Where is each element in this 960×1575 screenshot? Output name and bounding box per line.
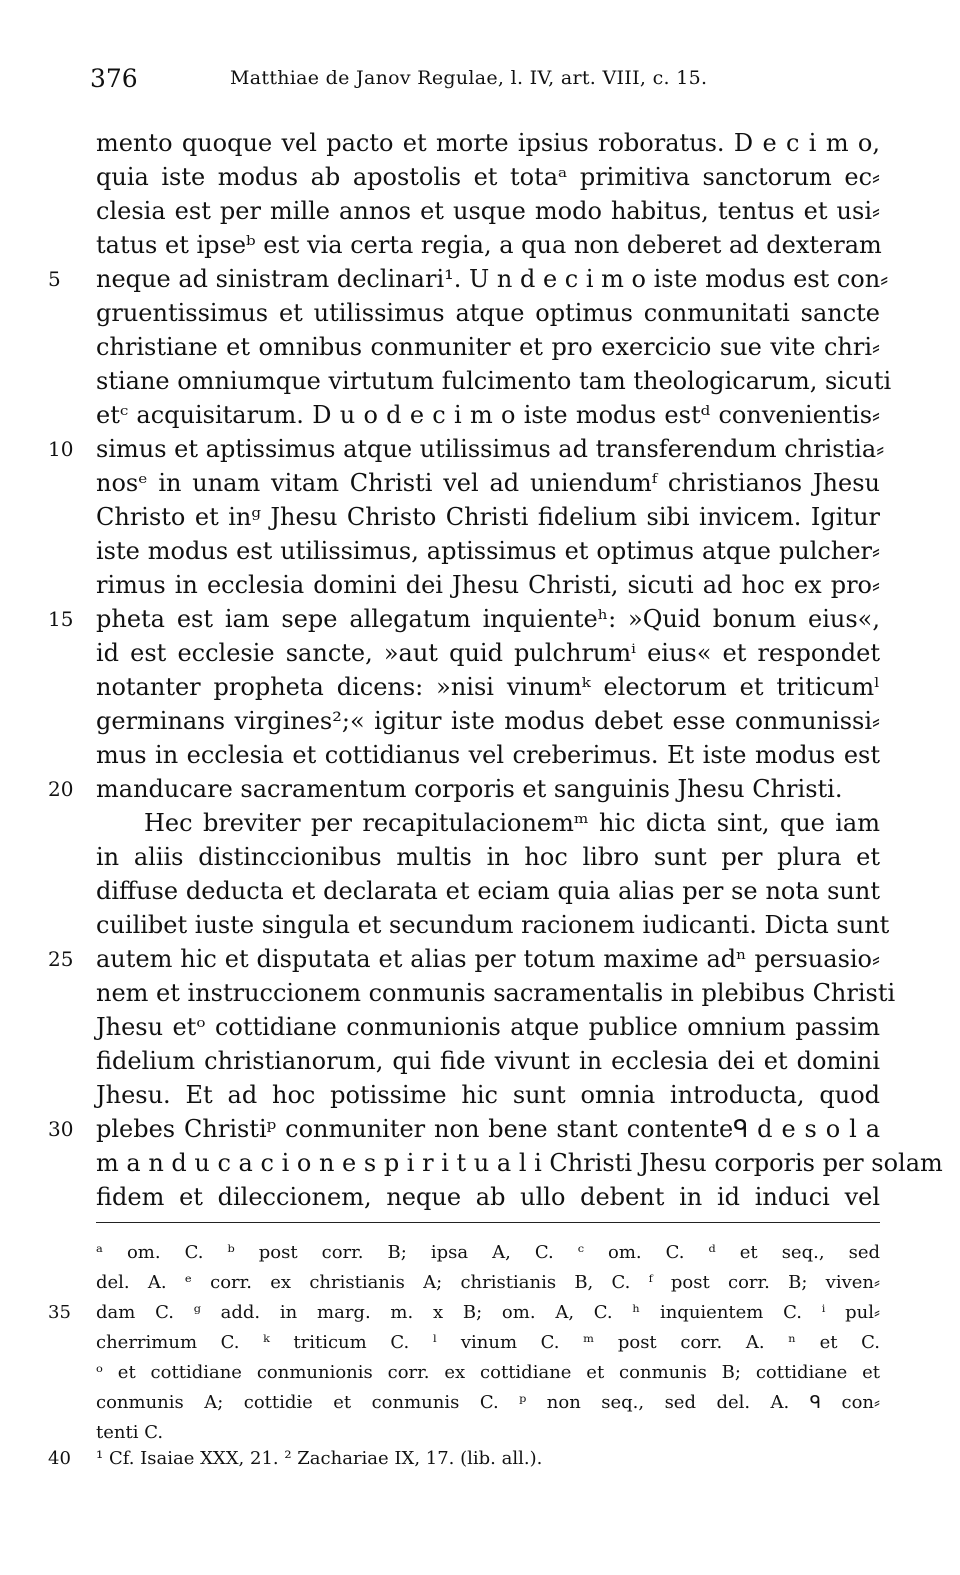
main-text bbox=[48, 126, 943, 1214]
line-text: iste modus est utilissimus, aptissimus et optimus atque pulcher⸗ bbox=[96, 537, 880, 565]
text-line bbox=[96, 806, 880, 840]
line-number: 25 bbox=[48, 947, 74, 971]
source-notes-text: ¹ Cf. Isaiae XXX, 21. ² Zachariae IX, 17. (lib. all.). bbox=[96, 1448, 543, 1469]
line-number: 40 bbox=[48, 1448, 71, 1469]
line-text: nosᵉ in unam vitam Christi vel ad uniendumᶠ christianos Jhesu bbox=[96, 469, 880, 497]
apparatus-text: ᵒ et cottidiane conmunionis corr. ex cottidiane et conmunis B; cottidiane et bbox=[96, 1362, 880, 1383]
line-text: fidem et dileccionem, neque ab ullo debent in id induci vel bbox=[96, 1183, 880, 1211]
apparatus-text: dam C. ᵍ add. in marg. m. x B; om. A, C. ʰ inquientem C. ⁱ pul⸗ bbox=[96, 1302, 880, 1323]
line-text: mus in ecclesia et cottidianus vel creberimus. Et iste modus est bbox=[96, 741, 880, 769]
text-line bbox=[96, 330, 880, 364]
text-line bbox=[96, 840, 880, 874]
line-text: fidelium christianorum, qui fide vivunt in ecclesia dei et domini bbox=[96, 1047, 880, 1075]
text-line bbox=[48, 1112, 880, 1146]
line-text: diffuse deducta et declarata et eciam quia alias per se nota sunt bbox=[96, 877, 880, 905]
apparatus-text: del. A. ᵉ corr. ex christianis A; christianis B, C. ᶠ post corr. B; viven⸗ bbox=[96, 1272, 880, 1293]
line-number: 30 bbox=[48, 1117, 74, 1141]
text-line bbox=[48, 602, 880, 636]
apparatus-line bbox=[96, 1388, 880, 1418]
source-notes bbox=[48, 1444, 880, 1474]
line-text: Jhesu. Et ad hoc potissime hic sunt omnia introducta, quod bbox=[96, 1081, 880, 1109]
apparatus-line bbox=[96, 1328, 880, 1358]
text-line bbox=[96, 296, 880, 330]
line-text: cuilibet iuste singula et secundum racionem iudicanti. Dicta sunt bbox=[96, 911, 890, 939]
line-text: nem et instruccionem conmunis sacramentalis in plebibus Christi bbox=[96, 979, 896, 1007]
line-number: 20 bbox=[48, 777, 74, 801]
apparatus-line bbox=[96, 1268, 880, 1298]
line-text: manducare sacramentum corporis et sanguinis Jhesu Christi. bbox=[96, 775, 843, 803]
text-line bbox=[96, 1146, 943, 1180]
text-line bbox=[96, 568, 880, 602]
apparatus-text: ᵃ om. C. ᵇ post corr. B; ipsa A, C. ᶜ om. C. ᵈ et seq., sed bbox=[96, 1242, 880, 1263]
text-line bbox=[96, 738, 880, 772]
line-text: gruentissimus et utilissimus atque optimus conmunitati sancte bbox=[96, 299, 880, 327]
text-line bbox=[96, 194, 880, 228]
page-header bbox=[90, 64, 890, 94]
apparatus-line bbox=[96, 1238, 880, 1268]
line-text: clesia est per mille annos et usque modo habitus, tentus et usi⸗ bbox=[96, 197, 880, 225]
line-text: autem hic et disputata et alias per totum maxime adⁿ persuasio⸗ bbox=[96, 945, 880, 973]
text-line bbox=[96, 1010, 880, 1044]
apparatus-line bbox=[48, 1298, 880, 1328]
running-head: Matthiae de Janov Regulae, l. IV, art. VIII, c. 15. bbox=[230, 67, 708, 89]
line-number: 15 bbox=[48, 607, 74, 631]
text-line bbox=[96, 500, 880, 534]
text-line bbox=[96, 466, 880, 500]
footnote-rule bbox=[96, 1222, 880, 1223]
line-text: tatus et ipseᵇ est via certa regia, a qua non deberet ad dexteram bbox=[96, 231, 882, 259]
line-text: Jhesu etᵒ cottidiane conmunionis atque publice omnium passim bbox=[96, 1013, 880, 1041]
text-line bbox=[96, 874, 880, 908]
line-text: neque ad sinistram declinari¹. U n d e c i m o iste modus est con⸗ bbox=[96, 265, 889, 293]
line-text: etᶜ acquisitarum. D u o d e c i m o iste modus estᵈ convenientis⸗ bbox=[96, 401, 880, 429]
line-number: 35 bbox=[48, 1302, 71, 1323]
line-text: plebes Christiᵖ conmuniter non bene stant contenteᑫ d e s o l a bbox=[96, 1115, 880, 1143]
text-line bbox=[96, 534, 880, 568]
critical-apparatus bbox=[48, 1238, 880, 1448]
line-text: germinans virgines²;« igitur iste modus debet esse conmunissi⸗ bbox=[96, 707, 880, 735]
line-text: Hec breviter per recapitulacionemᵐ hic dicta sint, que iam bbox=[144, 809, 880, 837]
line-text: id est ecclesie sancte, »aut quid pulchrumⁱ eius« et respondet bbox=[96, 639, 880, 667]
text-line bbox=[96, 1044, 880, 1078]
line-text: Christo et inᵍ Jhesu Christo Christi fidelium sibi invicem. Igitur bbox=[96, 503, 880, 531]
apparatus-text: cherrimum C. ᵏ triticum C. ˡ vinum C. ᵐ post corr. A. ⁿ et C. bbox=[96, 1332, 880, 1353]
apparatus-text: conmunis A; cottidie et conmunis C. ᵖ non seq., sed del. A. ᑫ con⸗ bbox=[96, 1392, 880, 1413]
line-text: notanter propheta dicens: »nisi vinumᵏ electorum et triticumˡ bbox=[96, 673, 880, 701]
line-text: simus et aptissimus atque utilissimus ad transferendum christia⸗ bbox=[96, 435, 885, 463]
text-line bbox=[96, 636, 880, 670]
apparatus-line bbox=[96, 1358, 880, 1388]
line-text: pheta est iam sepe allegatum inquienteʰ: »Quid bonum eius«, bbox=[96, 605, 880, 633]
line-number: 5 bbox=[48, 267, 61, 291]
line-text: m a n d u c a c i o n e s p i r i t u a l i Christi Jhesu corporis per solam bbox=[96, 1149, 943, 1177]
apparatus-text: tenti C. bbox=[96, 1422, 164, 1443]
line-text: stiane omniumque virtutum fulcimento tam theologicarum, sicuti bbox=[96, 367, 892, 395]
line-text: rimus in ecclesia domini dei Jhesu Christi, sicuti ad hoc ex pro⸗ bbox=[96, 571, 880, 599]
line-text: quia iste modus ab apostolis et totaᵃ primitiva sanctorum ec⸗ bbox=[96, 163, 880, 191]
text-line bbox=[48, 772, 880, 806]
text-line bbox=[96, 228, 880, 262]
text-line bbox=[96, 398, 880, 432]
line-text: in aliis distinccionibus multis in hoc libro sunt per plura et bbox=[96, 843, 880, 871]
text-line bbox=[96, 126, 880, 160]
text-line bbox=[96, 1180, 880, 1214]
text-line bbox=[48, 942, 880, 976]
text-line bbox=[96, 160, 880, 194]
text-line bbox=[96, 1078, 880, 1112]
page-number: 376 bbox=[90, 64, 138, 93]
line-number: 10 bbox=[48, 437, 74, 461]
text-line bbox=[96, 704, 880, 738]
line-text: christiane et omnibus conmuniter et pro exercicio sue vite chri⸗ bbox=[96, 333, 880, 361]
text-line bbox=[48, 432, 885, 466]
text-line bbox=[96, 908, 890, 942]
text-line bbox=[96, 976, 896, 1010]
text-line bbox=[48, 262, 889, 296]
line-text: mento quoque vel pacto et morte ipsius roboratus. D e c i m o, bbox=[96, 129, 880, 157]
text-line bbox=[96, 670, 880, 704]
text-line bbox=[96, 364, 892, 398]
